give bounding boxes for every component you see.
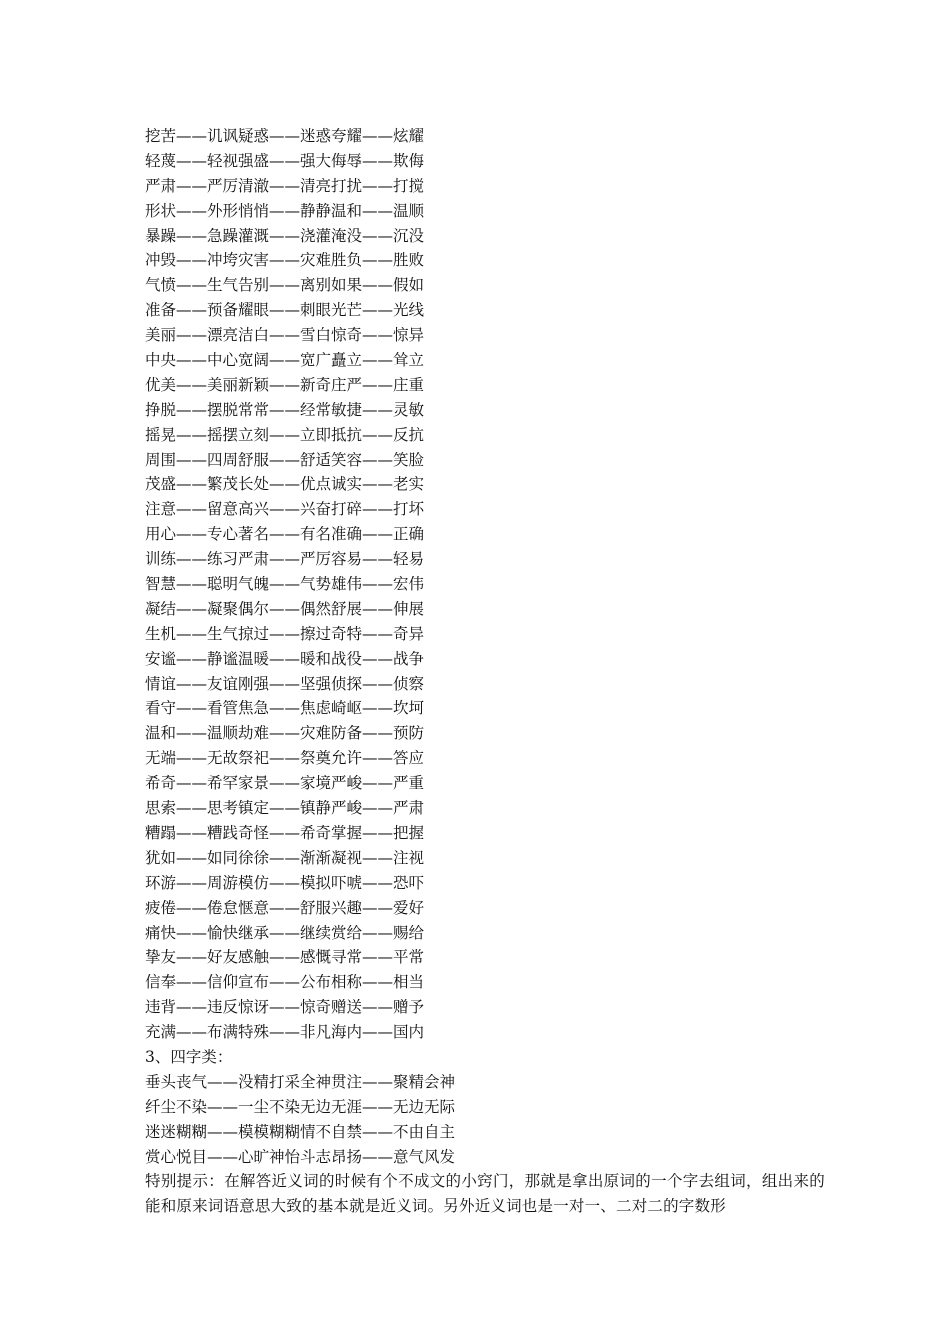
synonym-line: 犹如——如同徐徐——渐渐凝视——注视 xyxy=(145,848,425,867)
idiom-line: 迷迷糊糊——模模糊糊情不自禁——不由自主 xyxy=(145,1122,456,1141)
synonym-line: 气愤——生气告别——离别如果——假如 xyxy=(145,276,425,295)
synonym-line: 安谧——静谧温暖——暖和战役——战争 xyxy=(145,649,425,668)
synonym-line: 周围——四周舒服——舒适笑容——笑脸 xyxy=(145,450,425,469)
tip-paragraph: 特别提示：在解答近义词的时候有个不成文的小窍门，那就是拿出原词的一个字去组词，组出来的能和原来词语意思大致的基本就是近义词。另外近义词也是一对一、二对二的字数形 xyxy=(145,1172,825,1216)
synonym-line: 茂盛——繁茂长处——优点诚实——老实 xyxy=(145,475,425,494)
synonym-line: 挖苦——讥讽疑惑——迷惑夸耀——炫耀 xyxy=(145,127,425,145)
synonym-line: 无端——无故祭祀——祭奠允许——答应 xyxy=(145,749,425,768)
idiom-line: 纤尘不染——一尘不染无边无涯——无边无际 xyxy=(145,1097,456,1116)
synonym-line: 违背——违反惊讶——惊奇赠送——赠予 xyxy=(145,998,425,1017)
section-heading: 3、四字类： xyxy=(145,1047,233,1066)
synonym-line: 美丽——漂亮洁白——雪白惊奇——惊异 xyxy=(145,326,425,345)
synonym-line: 糟蹋——糟践奇怪——希奇掌握——把握 xyxy=(145,823,425,842)
synonym-line: 温和——温顺劫难——灾难防备——预防 xyxy=(145,724,425,743)
synonym-line: 轻蔑——轻视强盛——强大侮辱——欺侮 xyxy=(145,151,425,170)
document-body xyxy=(145,124,825,1219)
synonym-line: 思索——思考镇定——镇静严峻——严肃 xyxy=(145,799,425,818)
synonym-line: 优美——美丽新颖——新奇庄严——庄重 xyxy=(145,375,425,394)
synonym-line: 准备——预备耀眼——刺眼光芒——光线 xyxy=(145,301,425,320)
synonym-line: 充满——布满特殊——非凡海内——国内 xyxy=(145,1023,425,1042)
synonym-line: 摇晃——摇摆立刻——立即抵抗——反抗 xyxy=(145,425,425,444)
synonym-line: 冲毁——冲垮灾害——灾难胜负——胜败 xyxy=(145,251,425,270)
synonym-line: 挣脱——摆脱常常——经常敏捷——灵敏 xyxy=(145,400,425,419)
synonym-line: 环游——周游模仿——模拟吓唬——恐吓 xyxy=(145,873,425,892)
idiom-line: 垂头丧气——没精打采全神贯注——聚精会神 xyxy=(145,1072,456,1091)
synonym-line: 严肃——严厉清澈——清亮打扰——打搅 xyxy=(145,176,425,195)
synonym-line: 用心——专心著名——有名准确——正确 xyxy=(145,525,425,544)
synonym-line: 疲倦——倦怠惬意——舒服兴趣——爱好 xyxy=(145,898,425,917)
synonym-line: 看守——看管焦急——焦虑崎岖——坎坷 xyxy=(145,699,425,718)
idiom-line: 赏心悦目——心旷神怡斗志昂扬——意气风发 xyxy=(145,1147,456,1166)
synonym-pair-list xyxy=(145,124,825,1045)
synonym-line: 信奉——信仰宣布——公布相称——相当 xyxy=(145,973,425,992)
synonym-line: 希奇——希罕家景——家境严峻——严重 xyxy=(145,774,425,793)
synonym-line: 挚友——好友感触——感慨寻常——平常 xyxy=(145,948,425,967)
synonym-line: 痛快——愉快继承——继续赏给——赐给 xyxy=(145,923,425,942)
synonym-line: 训练——练习严肃——严厉容易——轻易 xyxy=(145,550,425,569)
synonym-line: 凝结——凝聚偶尔——偶然舒展——伸展 xyxy=(145,599,425,618)
synonym-line: 注意——留意高兴——兴奋打碎——打坏 xyxy=(145,500,425,519)
synonym-line: 生机——生气掠过——擦过奇特——奇异 xyxy=(145,624,425,643)
synonym-line: 智慧——聪明气魄——气势雄伟——宏伟 xyxy=(145,575,425,594)
synonym-line: 中央——中心宽阔——宽广矗立——耸立 xyxy=(145,351,425,370)
synonym-line: 情谊——友谊刚强——坚强侦探——侦察 xyxy=(145,674,425,693)
synonym-line: 形状——外形悄悄——静静温和——温顺 xyxy=(145,201,425,220)
idiom-pair-list xyxy=(145,1070,825,1170)
synonym-line: 暴躁——急躁灌溉——浇灌淹没——沉没 xyxy=(145,226,425,245)
